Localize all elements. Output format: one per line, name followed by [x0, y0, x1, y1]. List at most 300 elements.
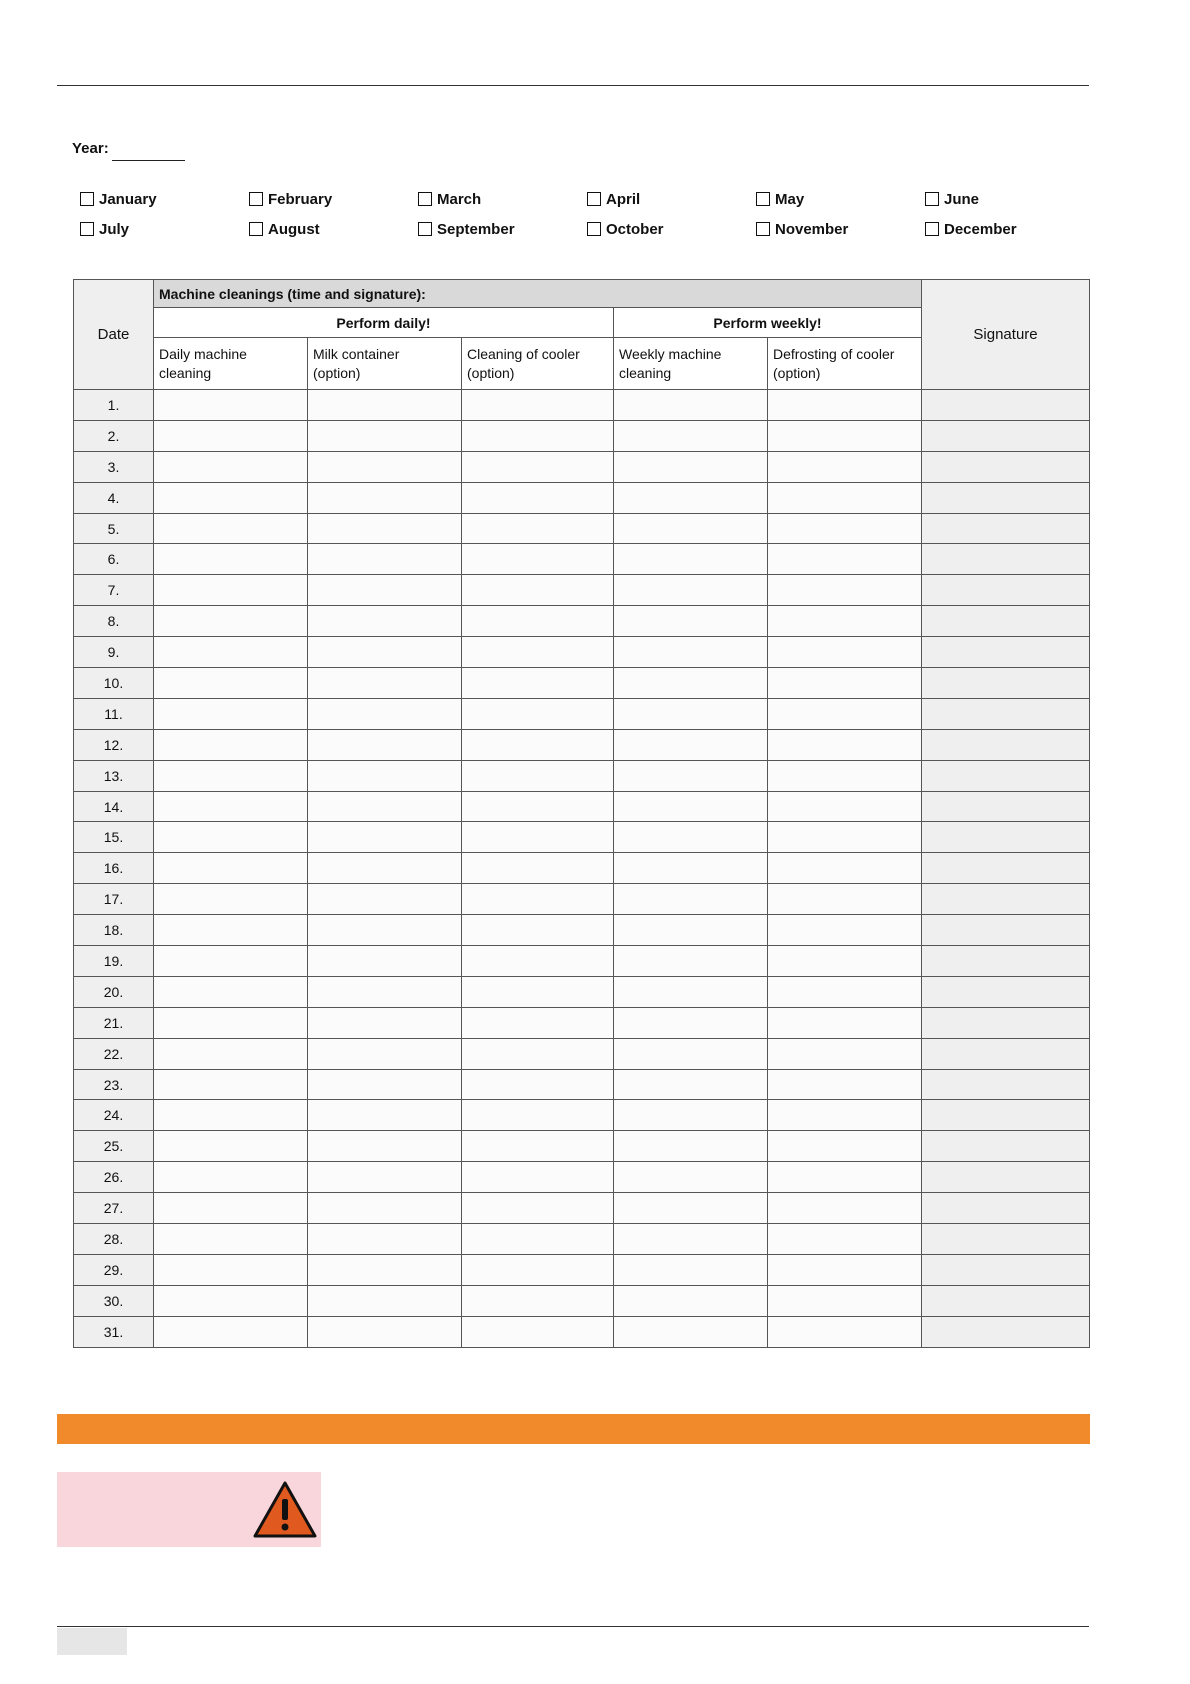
month-july[interactable] — [80, 220, 249, 238]
entry-cell[interactable] — [308, 482, 462, 513]
entry-cell[interactable] — [462, 1069, 614, 1100]
entry-cell[interactable] — [768, 946, 922, 977]
entry-cell[interactable] — [462, 1131, 614, 1162]
signature-cell[interactable] — [922, 853, 1090, 884]
entry-cell[interactable] — [308, 760, 462, 791]
warning-box — [57, 1472, 321, 1547]
checkbox[interactable] — [925, 192, 939, 206]
signature-cell[interactable] — [922, 668, 1090, 699]
entry-cell[interactable] — [462, 1007, 614, 1038]
table-row — [74, 1224, 1090, 1255]
entry-cell[interactable] — [154, 791, 308, 822]
entry-cell[interactable] — [308, 1254, 462, 1285]
entry-cell[interactable] — [614, 420, 768, 451]
entry-cell[interactable] — [308, 698, 462, 729]
year-input-line[interactable] — [112, 160, 185, 161]
month-label: April — [606, 190, 641, 208]
entry-cell[interactable] — [462, 760, 614, 791]
month-august[interactable] — [249, 220, 418, 238]
checkbox[interactable] — [80, 192, 94, 206]
entry-cell[interactable] — [154, 575, 308, 606]
entry-cell[interactable] — [154, 1007, 308, 1038]
entry-cell[interactable] — [462, 1254, 614, 1285]
entry-cell[interactable] — [308, 1162, 462, 1193]
entry-cell[interactable] — [154, 760, 308, 791]
signature-cell[interactable] — [922, 1285, 1090, 1316]
entry-cell[interactable] — [614, 946, 768, 977]
table-row — [74, 390, 1090, 421]
checkbox[interactable] — [418, 192, 432, 206]
entry-cell[interactable] — [462, 513, 614, 544]
cleaning-log-table — [73, 279, 1090, 1348]
entry-cell[interactable] — [614, 1254, 768, 1285]
table-row — [74, 1100, 1090, 1131]
entry-cell[interactable] — [768, 1038, 922, 1069]
date-cell: 4. — [74, 482, 154, 513]
year-field — [72, 140, 185, 157]
entry-cell[interactable] — [308, 946, 462, 977]
entry-cell[interactable] — [614, 729, 768, 760]
entry-cell[interactable] — [462, 451, 614, 482]
month-november[interactable] — [756, 220, 925, 238]
entry-cell[interactable] — [462, 637, 614, 668]
signature-cell[interactable] — [922, 513, 1090, 544]
entry-cell[interactable] — [614, 1193, 768, 1224]
entry-cell[interactable] — [154, 1285, 308, 1316]
month-february[interactable] — [249, 190, 418, 208]
entry-cell[interactable] — [308, 1100, 462, 1131]
entry-cell[interactable] — [768, 791, 922, 822]
entry-cell[interactable] — [614, 390, 768, 421]
entry-cell[interactable] — [308, 853, 462, 884]
checkbox[interactable] — [925, 222, 939, 236]
table-row — [74, 668, 1090, 699]
entry-cell[interactable] — [462, 946, 614, 977]
entry-cell[interactable] — [462, 1224, 614, 1255]
entry-cell[interactable] — [462, 853, 614, 884]
table-row — [74, 544, 1090, 575]
entry-cell[interactable] — [614, 884, 768, 915]
entry-cell[interactable] — [768, 1100, 922, 1131]
entry-cell[interactable] — [768, 1007, 922, 1038]
entry-cell[interactable] — [768, 1193, 922, 1224]
entry-cell[interactable] — [308, 1193, 462, 1224]
entry-cell[interactable] — [308, 637, 462, 668]
entry-cell[interactable] — [768, 698, 922, 729]
signature-cell[interactable] — [922, 1131, 1090, 1162]
table-row — [74, 1254, 1090, 1285]
table-row — [74, 884, 1090, 915]
signature-cell[interactable] — [922, 760, 1090, 791]
table-row — [74, 1007, 1090, 1038]
table-row — [74, 606, 1090, 637]
entry-cell[interactable] — [768, 575, 922, 606]
entry-cell[interactable] — [154, 544, 308, 575]
entry-cell[interactable] — [154, 915, 308, 946]
entry-cell[interactable] — [614, 1224, 768, 1255]
signature-cell[interactable] — [922, 1254, 1090, 1285]
bottom-rule — [57, 1626, 1089, 1627]
entry-cell[interactable] — [308, 915, 462, 946]
entry-cell[interactable] — [462, 791, 614, 822]
signature-header: Signature — [922, 280, 1090, 390]
entry-cell[interactable] — [462, 1038, 614, 1069]
entry-cell[interactable] — [154, 1038, 308, 1069]
date-cell: 30. — [74, 1285, 154, 1316]
entry-cell[interactable] — [614, 1100, 768, 1131]
perform-weekly-header: Perform weekly! — [614, 308, 922, 338]
entry-cell[interactable] — [614, 482, 768, 513]
entry-cell[interactable] — [154, 482, 308, 513]
entry-cell[interactable] — [462, 1316, 614, 1347]
date-cell: 10. — [74, 668, 154, 699]
entry-cell[interactable] — [768, 1254, 922, 1285]
column-header-line: (option) — [313, 364, 361, 381]
entry-cell[interactable] — [308, 1285, 462, 1316]
entry-cell[interactable] — [614, 637, 768, 668]
date-cell: 28. — [74, 1224, 154, 1255]
month-december[interactable] — [925, 220, 1050, 238]
entry-cell[interactable] — [768, 1162, 922, 1193]
entry-cell[interactable] — [768, 1069, 922, 1100]
entry-cell[interactable] — [768, 1224, 922, 1255]
date-cell: 22. — [74, 1038, 154, 1069]
entry-cell[interactable] — [154, 513, 308, 544]
section-bar — [57, 1414, 1090, 1444]
entry-cell[interactable] — [768, 822, 922, 853]
checkbox[interactable] — [587, 192, 601, 206]
date-cell: 24. — [74, 1100, 154, 1131]
signature-cell[interactable] — [922, 946, 1090, 977]
date-cell: 31. — [74, 1316, 154, 1347]
checkbox[interactable] — [249, 222, 263, 236]
date-cell: 13. — [74, 760, 154, 791]
entry-cell[interactable] — [462, 1162, 614, 1193]
table-row — [74, 822, 1090, 853]
date-cell: 5. — [74, 513, 154, 544]
entry-cell[interactable] — [154, 1193, 308, 1224]
entry-cell[interactable] — [308, 1316, 462, 1347]
entry-cell[interactable] — [768, 513, 922, 544]
column-header-line: Defrosting of cooler — [773, 345, 895, 362]
entry-cell[interactable] — [462, 698, 614, 729]
table-row — [74, 1038, 1090, 1069]
table-row — [74, 1285, 1090, 1316]
table-row — [74, 729, 1090, 760]
date-cell: 14. — [74, 791, 154, 822]
entry-cell[interactable] — [308, 1069, 462, 1100]
date-cell: 8. — [74, 606, 154, 637]
month-label: February — [268, 190, 333, 208]
entry-cell[interactable] — [308, 420, 462, 451]
table-row — [74, 853, 1090, 884]
table-row — [74, 791, 1090, 822]
entry-cell[interactable] — [614, 853, 768, 884]
entry-cell[interactable] — [308, 1038, 462, 1069]
entry-cell[interactable] — [768, 760, 922, 791]
entry-cell[interactable] — [768, 390, 922, 421]
entry-cell[interactable] — [768, 420, 922, 451]
date-header: Date — [74, 280, 154, 390]
signature-cell[interactable] — [922, 1100, 1090, 1131]
date-cell: 25. — [74, 1131, 154, 1162]
signature-cell[interactable] — [922, 451, 1090, 482]
entry-cell[interactable] — [462, 482, 614, 513]
date-cell: 11. — [74, 698, 154, 729]
entry-cell[interactable] — [154, 668, 308, 699]
entry-cell[interactable] — [154, 390, 308, 421]
date-cell: 15. — [74, 822, 154, 853]
entry-cell[interactable] — [614, 791, 768, 822]
signature-cell[interactable] — [922, 1193, 1090, 1224]
entry-cell[interactable] — [154, 822, 308, 853]
checkbox[interactable] — [756, 222, 770, 236]
date-cell: 29. — [74, 1254, 154, 1285]
column-header — [614, 338, 768, 390]
signature-cell[interactable] — [922, 390, 1090, 421]
table-row — [74, 482, 1090, 513]
entry-cell[interactable] — [768, 1131, 922, 1162]
column-header — [462, 338, 614, 390]
entry-cell[interactable] — [614, 1285, 768, 1316]
entry-cell[interactable] — [462, 1100, 614, 1131]
date-cell: 17. — [74, 884, 154, 915]
machine-cleanings-header: Machine cleanings (time and signature): — [154, 280, 922, 308]
signature-cell[interactable] — [922, 698, 1090, 729]
entry-cell[interactable] — [614, 1069, 768, 1100]
signature-cell[interactable] — [922, 1162, 1090, 1193]
entry-cell[interactable] — [768, 637, 922, 668]
entry-cell[interactable] — [462, 915, 614, 946]
entry-cell[interactable] — [614, 544, 768, 575]
entry-cell[interactable] — [154, 853, 308, 884]
entry-cell[interactable] — [154, 637, 308, 668]
entry-cell[interactable] — [154, 1069, 308, 1100]
entry-cell[interactable] — [308, 606, 462, 637]
month-june[interactable] — [925, 190, 1050, 208]
entry-cell[interactable] — [154, 451, 308, 482]
column-header-line: (option) — [773, 364, 821, 381]
signature-cell[interactable] — [922, 1069, 1090, 1100]
entry-cell[interactable] — [462, 544, 614, 575]
entry-cell[interactable] — [154, 1162, 308, 1193]
table-row — [74, 1193, 1090, 1224]
date-cell: 12. — [74, 729, 154, 760]
entry-cell[interactable] — [768, 1285, 922, 1316]
column-header — [768, 338, 922, 390]
month-label: August — [268, 220, 320, 238]
signature-cell[interactable] — [922, 976, 1090, 1007]
entry-cell[interactable] — [308, 1131, 462, 1162]
date-cell: 3. — [74, 451, 154, 482]
entry-cell[interactable] — [614, 760, 768, 791]
entry-cell[interactable] — [308, 976, 462, 1007]
entry-cell[interactable] — [614, 451, 768, 482]
entry-cell[interactable] — [154, 884, 308, 915]
date-cell: 27. — [74, 1193, 154, 1224]
entry-cell[interactable] — [308, 513, 462, 544]
month-may[interactable] — [756, 190, 925, 208]
entry-cell[interactable] — [154, 698, 308, 729]
checkbox[interactable] — [756, 192, 770, 206]
entry-cell[interactable] — [614, 976, 768, 1007]
entry-cell[interactable] — [462, 668, 614, 699]
entry-cell[interactable] — [768, 1316, 922, 1347]
entry-cell[interactable] — [768, 668, 922, 699]
entry-cell[interactable] — [768, 482, 922, 513]
entry-cell[interactable] — [768, 606, 922, 637]
entry-cell[interactable] — [308, 822, 462, 853]
entry-cell[interactable] — [462, 729, 614, 760]
date-cell: 9. — [74, 637, 154, 668]
signature-cell[interactable] — [922, 915, 1090, 946]
signature-cell[interactable] — [922, 884, 1090, 915]
entry-cell[interactable] — [462, 884, 614, 915]
perform-daily-header: Perform daily! — [154, 308, 614, 338]
date-cell: 20. — [74, 976, 154, 1007]
entry-cell[interactable] — [308, 544, 462, 575]
entry-cell[interactable] — [462, 976, 614, 1007]
month-label: March — [437, 190, 482, 208]
entry-cell[interactable] — [614, 698, 768, 729]
entry-cell[interactable] — [154, 1131, 308, 1162]
month-label: October — [606, 220, 664, 238]
checkbox[interactable] — [418, 222, 432, 236]
entry-cell[interactable] — [308, 390, 462, 421]
signature-cell[interactable] — [922, 606, 1090, 637]
column-header — [308, 338, 462, 390]
table-row — [74, 1069, 1090, 1100]
entry-cell[interactable] — [614, 1038, 768, 1069]
entry-cell[interactable] — [614, 1007, 768, 1038]
entry-cell[interactable] — [614, 1131, 768, 1162]
entry-cell[interactable] — [614, 575, 768, 606]
table-row — [74, 1131, 1090, 1162]
month-october[interactable] — [587, 220, 756, 238]
table-row — [74, 1162, 1090, 1193]
signature-cell[interactable] — [922, 637, 1090, 668]
date-cell: 23. — [74, 1069, 154, 1100]
entry-cell[interactable] — [154, 976, 308, 1007]
column-header-line: cleaning — [619, 364, 672, 381]
month-label: September — [437, 220, 515, 238]
warning-triangle-icon — [252, 1480, 318, 1540]
entry-cell[interactable] — [154, 606, 308, 637]
table-row — [74, 698, 1090, 729]
entry-cell[interactable] — [462, 390, 614, 421]
entry-cell[interactable] — [308, 729, 462, 760]
entry-cell[interactable] — [768, 976, 922, 1007]
entry-cell[interactable] — [462, 606, 614, 637]
entry-cell[interactable] — [462, 420, 614, 451]
entry-cell[interactable] — [614, 606, 768, 637]
entry-cell[interactable] — [154, 1100, 308, 1131]
table-row — [74, 976, 1090, 1007]
entry-cell[interactable] — [768, 729, 922, 760]
entry-cell[interactable] — [308, 791, 462, 822]
month-label: June — [944, 190, 980, 208]
signature-cell[interactable] — [922, 822, 1090, 853]
entry-cell[interactable] — [614, 1162, 768, 1193]
checkbox[interactable] — [587, 222, 601, 236]
entry-cell[interactable] — [462, 575, 614, 606]
column-header-line: (option) — [467, 364, 515, 381]
entry-cell[interactable] — [768, 915, 922, 946]
table-row — [74, 915, 1090, 946]
table-row — [74, 637, 1090, 668]
entry-cell[interactable] — [308, 1007, 462, 1038]
date-cell: 2. — [74, 420, 154, 451]
entry-cell[interactable] — [308, 575, 462, 606]
month-september[interactable] — [418, 220, 587, 238]
signature-cell[interactable] — [922, 482, 1090, 513]
column-header-line: cleaning — [159, 364, 212, 381]
date-cell: 1. — [74, 390, 154, 421]
entry-cell[interactable] — [768, 884, 922, 915]
month-january[interactable] — [80, 190, 249, 208]
month-label: November — [775, 220, 849, 238]
checkbox[interactable] — [249, 192, 263, 206]
month-label: July — [99, 220, 130, 238]
table-row — [74, 946, 1090, 977]
entry-cell[interactable] — [154, 946, 308, 977]
checkbox[interactable] — [80, 222, 94, 236]
entry-cell[interactable] — [154, 420, 308, 451]
entry-cell[interactable] — [308, 451, 462, 482]
signature-cell[interactable] — [922, 729, 1090, 760]
entry-cell[interactable] — [768, 544, 922, 575]
column-header — [154, 338, 308, 390]
column-header-line: Milk container — [313, 345, 400, 362]
date-cell: 16. — [74, 853, 154, 884]
month-march[interactable] — [418, 190, 587, 208]
table-row — [74, 760, 1090, 791]
month-label: January — [99, 190, 157, 208]
entry-cell[interactable] — [308, 668, 462, 699]
entry-cell[interactable] — [614, 1316, 768, 1347]
table-row — [74, 420, 1090, 451]
signature-cell[interactable] — [922, 1038, 1090, 1069]
entry-cell[interactable] — [462, 822, 614, 853]
month-april[interactable] — [587, 190, 756, 208]
entry-cell[interactable] — [308, 884, 462, 915]
signature-cell[interactable] — [922, 791, 1090, 822]
signature-cell[interactable] — [922, 575, 1090, 606]
month-label: December — [944, 220, 1017, 238]
entry-cell[interactable] — [614, 668, 768, 699]
entry-cell[interactable] — [614, 822, 768, 853]
date-cell: 21. — [74, 1007, 154, 1038]
entry-cell[interactable] — [154, 1316, 308, 1347]
entry-cell[interactable] — [768, 853, 922, 884]
signature-cell[interactable] — [922, 1316, 1090, 1347]
entry-cell[interactable] — [614, 513, 768, 544]
entry-cell[interactable] — [308, 1224, 462, 1255]
entry-cell[interactable] — [768, 451, 922, 482]
signature-cell[interactable] — [922, 544, 1090, 575]
table-row — [74, 1316, 1090, 1347]
signature-cell[interactable] — [922, 420, 1090, 451]
entry-cell[interactable] — [154, 729, 308, 760]
entry-cell[interactable] — [154, 1224, 308, 1255]
entry-cell[interactable] — [462, 1285, 614, 1316]
date-cell: 6. — [74, 544, 154, 575]
entry-cell[interactable] — [614, 915, 768, 946]
signature-cell[interactable] — [922, 1224, 1090, 1255]
entry-cell[interactable] — [154, 1254, 308, 1285]
signature-cell[interactable] — [922, 1007, 1090, 1038]
entry-cell[interactable] — [462, 1193, 614, 1224]
